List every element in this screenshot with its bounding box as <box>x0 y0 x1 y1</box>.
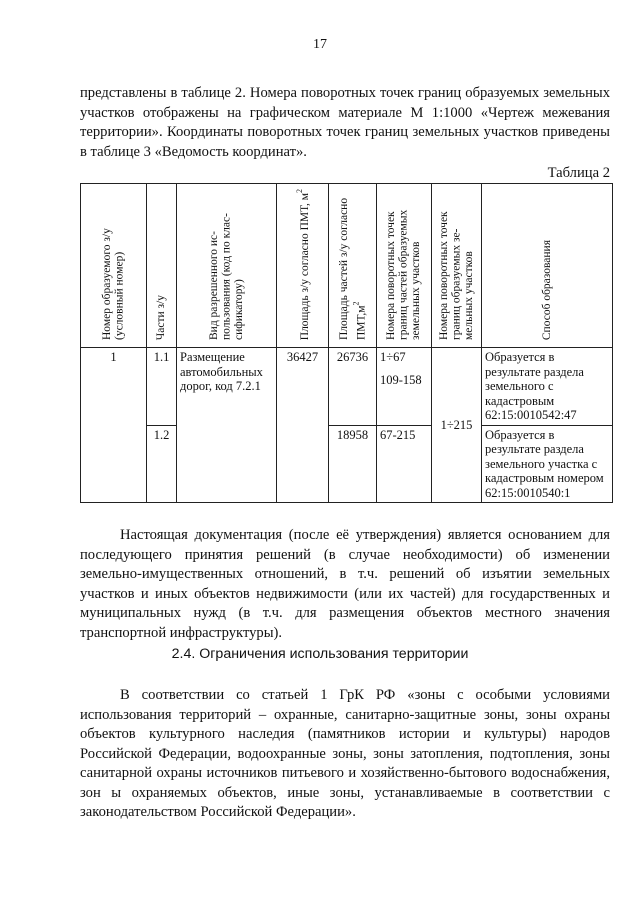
table-header-row <box>81 184 613 348</box>
header-part-points: Номера поворотных точек границ частей образуемых земельных участков <box>377 184 432 348</box>
cell-formation-method: Образуется в результате раздела земельного с кадастровым 62:15:0010542:47 <box>482 348 613 426</box>
cell-part-points: 1÷67 109-158 <box>377 348 432 426</box>
header-area: Площадь з/у согласно ПМТ, $м^2$ <box>277 184 329 348</box>
section-heading: 2.4. Ограничения использования территории <box>171 646 469 662</box>
table-row <box>81 425 613 503</box>
cell-part: 1.2 <box>147 425 177 503</box>
parcels-table <box>80 183 613 503</box>
table-row <box>81 348 613 426</box>
header-parcel-points: Номера поворотных точек границ образуемых зе-мельных участков <box>432 184 482 348</box>
intro-paragraph: представлены в таблице 2. Номера поворотных точек границ образуемых земельных участков отображены на графическом материале М 1:1000 «Чертеж межевания территории». Координаты поворотных точек границ земельных участков приведены в таблице 3 «Ведомость координат». <box>80 85 610 160</box>
cell-part-area: 26736 <box>329 348 377 426</box>
table-caption: Таблица 2 <box>547 165 610 181</box>
header-parcel-number: Номер образуемого з/у (условный номер) <box>81 184 147 348</box>
restrictions-paragraph: В соответствии со статьей 1 ГрК РФ «зоны с особыми условиями использования территорий – охранные, санитарно-защитные зоны, зоны охраны объектов культурного наследия (памятников истории и культуры) народов Российской Федерации, водоохранные зоны, зоны затопления, подтопления, зоны санитарной охраны источников питьевого и хозяйственно-бытового водоснабжения, зон ы охраняемых объектов, иные зоны, устанавливаемые в соответствии с законодательством Российской Федерации». <box>80 687 610 820</box>
cell-parcel-points: 1÷215 <box>432 348 482 503</box>
header-permitted-use: Вид разрешенного ис-пользования (код по клас-сификатору) <box>177 184 277 348</box>
header-formation-method: Способ образования <box>482 184 613 348</box>
cell-formation-method: Образуется в результате раздела земельного участка с кадастровым номером 62:15:0010540:1 <box>482 425 613 503</box>
header-parts: Части з/у <box>147 184 177 348</box>
documentation-paragraph: Настоящая документация (после её утверждения) является основанием для последующего принятия решений (в случае необходимости) об изменении земельно-имущественных отношений, в т.ч. решений об изъятии земельных участков и иных объектов недвижимости (или их частей) для государственных и муниципальных нужд (в т.ч. для размещения объектов местного значения транспортной инфраструктуры). <box>80 527 610 641</box>
cell-part: 1.1 <box>147 348 177 426</box>
header-part-area: Площадь частей з/у согласно $ПМТ,м^2$ <box>329 184 377 348</box>
cell-part-points: 67-215 <box>377 425 432 503</box>
cell-parcel-number: 1 <box>81 348 147 503</box>
cell-area: 36427 <box>277 348 329 503</box>
cell-part-area: 18958 <box>329 425 377 503</box>
page-number: 17 <box>313 37 327 52</box>
cell-permitted-use: Размещение автомобильных дорог, код 7.2.1 <box>177 348 277 503</box>
